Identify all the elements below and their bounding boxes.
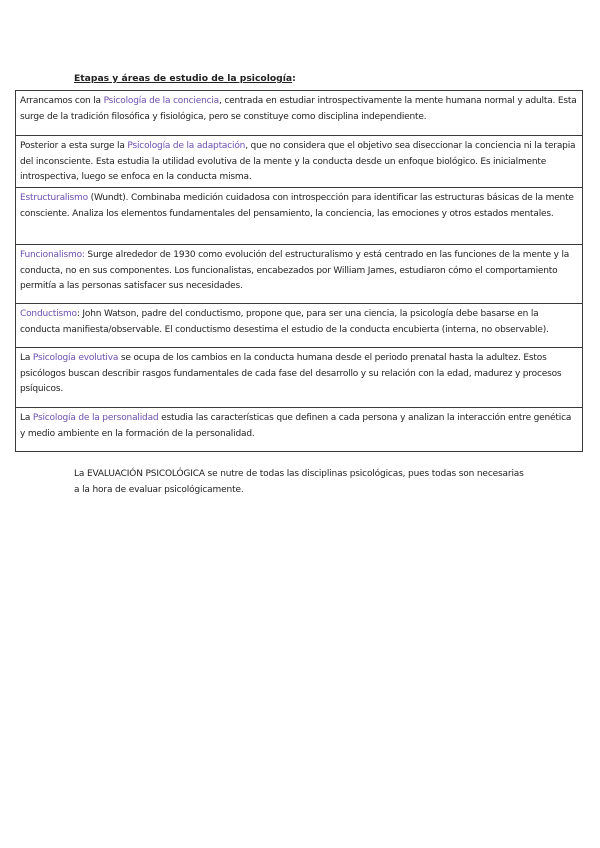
section-heading — [74, 72, 296, 86]
row-pre: La — [20, 413, 33, 423]
row-psicologia-adaptacion — [15, 135, 583, 188]
row-conductismo — [15, 303, 583, 348]
row-post: estudia las características que definen a cada persona y analizan la interacción entre genética y medio ambiente en la formación de la personalidad. — [20, 413, 572, 439]
row-term: Psicología de la personalidad — [32, 413, 159, 423]
section-heading-text: Etapas y áreas de estudio de la psicología — [74, 73, 293, 84]
heading-colon: : — [292, 73, 296, 84]
row-term: Estructuralismo — [20, 193, 88, 203]
row-post: : John Watson, padre del conductismo, propone que, para ser una ciencia, la psicología debe basarse en la conducta manifiesta/observable. El conductismo desestima el estudio de la conducta encubierta (interna, no observable). — [20, 309, 549, 335]
row-post: Surge alrededor de 1930 como evolución del estructuralismo y está centrado en las funciones de la mente y la conducta, no en sus componentes. Los funcionalistas, encabezados por William James, estudiaron cómo el comportamiento permitía a las personas satisfacer sus necesidades. — [20, 250, 570, 291]
row-pre: La — [20, 353, 33, 363]
row-psicologia-conciencia — [15, 90, 583, 136]
row-pre: Arrancamos con la — [20, 96, 104, 106]
row-term: Psicología evolutiva — [32, 353, 119, 363]
row-term: Funcionalismo: — [20, 250, 85, 260]
row-pre: Posterior a esta surge la — [20, 141, 128, 151]
row-funcionalismo — [15, 244, 583, 304]
evaluation-note: La EVALUACIÓN PSICOLÓGICA se nutre de todas las disciplinas psicológicas, pues todas son necesarias a la hora de evaluar psicológicamente. — [74, 469, 524, 495]
row-term: Psicología de la adaptación — [127, 141, 246, 151]
row-post: se ocupa de los cambios en la conducta humana desde el periodo prenatal hasta la adultez. Estos psicólogos buscan describir rasgos fundamentales de cada fase del desarrollo y su relación con la edad, madurez y procesos psíquicos. — [20, 353, 562, 394]
row-psicologia-evolutiva — [15, 347, 583, 408]
row-estructuralismo — [15, 187, 583, 245]
row-post: (Wundt). Combinaba medición cuidadosa con introspección para identificar las estructuras básicas de la mente consciente. Analiza los elementos fundamentales del pensamiento, la conciencia, las emociones y otros estados mentales. — [20, 193, 574, 219]
row-post: , centrada en estudiar introspectivamente la mente humana normal y adulta. Esta surge de la tradición filosófica y fisiológica, pero se constituye como disciplina independiente. — [20, 96, 577, 122]
row-post: , que no considera que el objetivo sea diseccionar la conciencia ni la terapia del inconsciente. Esta estudia la utilidad evolutiva de la mente y la conducta desde un enfoque biológico. Es inicialmente introspectiva, luego se enfoca en la conducta misma. — [20, 141, 576, 182]
row-psicologia-personalidad — [15, 407, 583, 452]
row-term: Conductismo — [20, 309, 77, 319]
row-term: Psicología de la conciencia — [103, 96, 220, 106]
